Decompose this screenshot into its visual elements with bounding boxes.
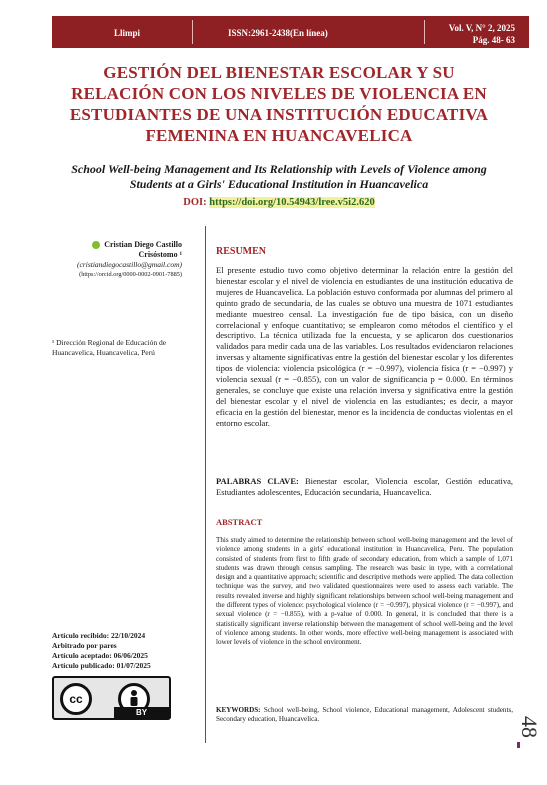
journal-header-band (52, 16, 529, 48)
date-published: Artículo publicado: 01/07/2025 (52, 661, 151, 670)
page-number: 48 (517, 716, 542, 738)
resumen-heading: RESUMEN (216, 246, 267, 257)
keywords-english-label: KEYWORDS: (216, 706, 261, 714)
header-divider (192, 20, 193, 44)
keywords-spanish-label: PALABRAS CLAVE: (216, 476, 299, 486)
resumen-text: El presente estudio tuvo como objetivo determinar la relación entre la gestión del bienestar escolar y el nivel de violencia en estudiantes de una institución educativa de mujeres de Huancavelica. La población estuvo conformada por alumnas del primero al quinto grado de secundaria, de las cuales se obtuvo una muestra de 1071 estudiantes mediante muestreo censal. La investigación fue de tipo básica, con un diseño correlacional y enfoque cuantitativo; se emplearon como métodos el científico y el descriptivo. La técnica utilizada fue la encuesta, y se aplicaron dos cuestionarios validados para medir cada una de las variables. Los resultados evidenciaron relaciones inversas y altamente significativas entre la gestión del bienestar escolar y los diferentes tipos de violencia: violencia psicológica (r = −0.997), violencia física (r = −0.997) y violencia sexual (r = −0.855), con un valor de significancia p = 0.000. En términos generales, se concluye que existe una relación inversa y significativa entre la gestión del bienestar escolar y el nivel de violencia en las estudiantes; es decir, a mayor eficacia en la gestión del bienestar, menor es la incidencia de conductas violentas en el entorno escolar. (216, 265, 513, 428)
date-received: Artículo recibido: 22/10/2024 (52, 631, 146, 640)
keywords-english (216, 706, 513, 725)
author-orcid[interactable]: (https://orcid.org/0000-0002-0901-7885) (79, 271, 182, 278)
peer-review-note: Arbitrado por pares (52, 641, 117, 650)
column-divider (205, 226, 206, 743)
doi-label: DOI: (183, 197, 207, 208)
abstract-text: This study aimed to determine the relationship between school well-being management and the level of violence among students in a girls' educational institution in Huancavelica, Peru. The population consisted of students from first to fifth grade of secondary education, from which a sample of 1,071 students was drawn through census sampling. The research was basic in type, with a correlational design and a quantitative approach; scientific and descriptive methods were applied. The data collection technique was the survey, and two validated questionnaires were used to assess each variable. The results revealed inverse and highly significant relationships between school well-being management and the different types of violence: psychological violence (r = −0.997), physical violence (r = −0.997), and sexual violence (r = −0.855), with a p-value of 0.000. In general, it is concluded that there is a statistically significant inverse relationship between the management of school well-being and the level of violence among students. In other words, more effective well-being management is associated with lower levels of violence in the school environment. (216, 536, 513, 647)
volume-number: Vol. V, N° 2, 2025 (448, 23, 515, 33)
author-email[interactable]: (cristiandiegocastillo@gmail.com) (76, 260, 182, 269)
volume-info (449, 22, 515, 46)
by-label: BY (114, 707, 169, 718)
author-name: Cristian Diego Castillo (104, 240, 182, 249)
article-title: GESTIÓN DEL BIENESTAR ESCOLAR Y SU RELACIÓN CON LOS NIVELES DE VIOLENCIA EN ESTUDIANTES DE UNA INSTITUCIÓN EDUCATIVA FEMENINA EN HUANCAVELICA (69, 63, 489, 145)
page-marker-bar (517, 742, 520, 748)
author-affiliation: ¹ Dirección Regional de Educación de Huancavelica, Huancavelica, Perú (52, 338, 167, 357)
article-subtitle-english: School Well-being Management and Its Relationship with Levels of Violence among Students at a Girls' Educational Institution in Huancavelica (71, 162, 487, 191)
doi-line (60, 197, 498, 208)
journal-name: Llimpi (114, 28, 141, 38)
header-divider (424, 20, 425, 44)
page-range: Pág. 48- 63 (472, 35, 515, 45)
keywords-spanish-list: Bienestar escolar, Violencia escolar, Gestión educativa, Estudiantes adolescentes, Educación secundaria, Huancavelica. (216, 476, 514, 497)
keywords-english-list: School well-being, School violence, Educational management, Adolescent students, Secondary education, Huancavelica. (216, 706, 513, 724)
article-dates (52, 631, 182, 671)
cc-by-license-badge[interactable] (52, 676, 171, 720)
keywords-spanish (216, 476, 513, 498)
cc-icon: cc (60, 683, 92, 715)
abstract-heading: ABSTRACT (216, 517, 263, 527)
date-accepted: Artículo aceptado: 06/06/2025 (52, 651, 148, 660)
author-block (52, 240, 182, 280)
author-name-cont: Crisóstomo ¹ (138, 250, 182, 259)
orcid-icon[interactable] (92, 241, 100, 249)
doi-link[interactable]: https://doi.org/10.54943/lree.v5i2.620 (209, 197, 375, 208)
journal-issn: ISSN:2961-2438(En línea) (228, 28, 328, 38)
